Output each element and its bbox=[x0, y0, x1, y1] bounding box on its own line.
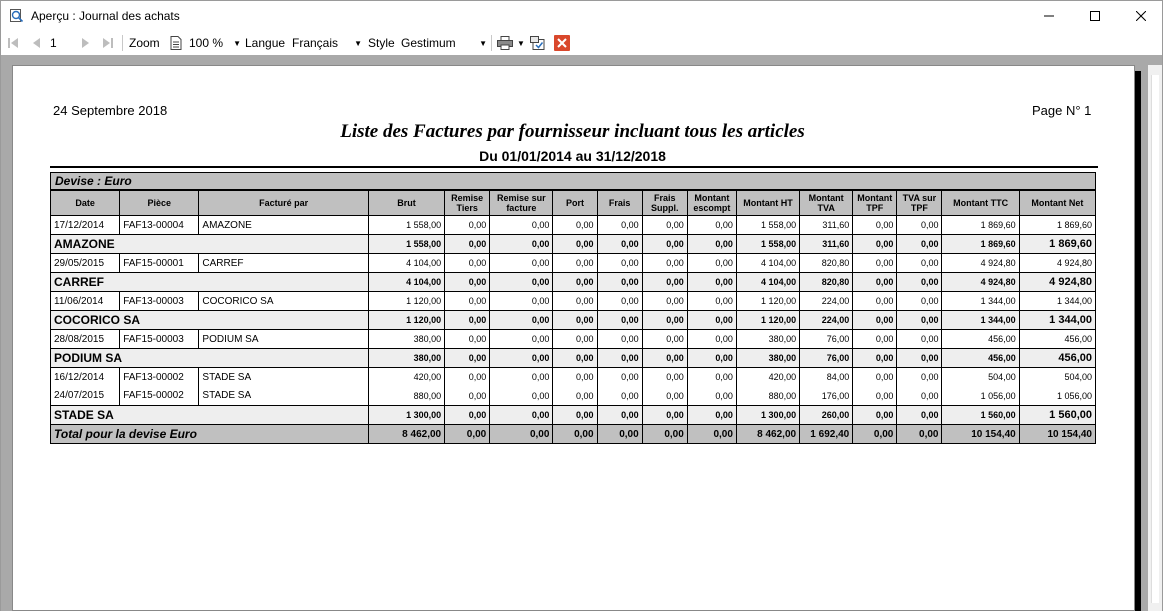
subtotal-cell: 224,00 bbox=[800, 311, 853, 330]
subtotal-cell: 1 300,00 bbox=[736, 406, 799, 425]
table-cell: 0,00 bbox=[853, 292, 897, 311]
column-header: Montant Net bbox=[1019, 191, 1095, 216]
subtotal-cell: 1 120,00 bbox=[736, 311, 799, 330]
total-cell: 0,00 bbox=[490, 425, 553, 444]
table-cell: 0,00 bbox=[553, 330, 597, 349]
currency-total-row bbox=[51, 425, 1096, 444]
subtotal-cell: 1 120,00 bbox=[368, 311, 444, 330]
table-cell: 0,00 bbox=[597, 216, 642, 235]
subtotal-cell: 1 300,00 bbox=[368, 406, 444, 425]
table-cell: 1 120,00 bbox=[368, 292, 444, 311]
table-cell: FAF15-00002 bbox=[120, 387, 199, 406]
subtotal-cell: 1 344,00 bbox=[1019, 311, 1095, 330]
window-title: Aperçu : Journal des achats bbox=[31, 9, 180, 23]
table-cell: FAF15-00001 bbox=[120, 254, 199, 273]
table-cell: 1 120,00 bbox=[736, 292, 799, 311]
table-cell: 1 056,00 bbox=[1019, 387, 1095, 406]
subtotal-cell: 380,00 bbox=[736, 349, 799, 368]
subtotal-cell: 0,00 bbox=[597, 235, 642, 254]
table-cell: 0,00 bbox=[897, 254, 942, 273]
subtotal-cell: 0,00 bbox=[553, 349, 597, 368]
total-cell: 0,00 bbox=[687, 425, 736, 444]
subtotal-cell: 0,00 bbox=[687, 406, 736, 425]
report-subtitle: Du 01/01/2014 au 31/12/2018 bbox=[479, 148, 666, 164]
scrollbar-thumb[interactable] bbox=[1151, 75, 1159, 603]
table-cell: 4 104,00 bbox=[368, 254, 444, 273]
table-cell: 0,00 bbox=[853, 368, 897, 387]
maximize-button[interactable] bbox=[1072, 1, 1118, 31]
subtotal-cell: 380,00 bbox=[368, 349, 444, 368]
subtotal-cell: 820,80 bbox=[800, 273, 853, 292]
table-cell: 0,00 bbox=[490, 387, 553, 406]
table-cell: 4 104,00 bbox=[736, 254, 799, 273]
subtotal-cell: 0,00 bbox=[853, 349, 897, 368]
total-label: Total pour la devise Euro bbox=[51, 425, 369, 444]
subtotal-cell: 0,00 bbox=[642, 311, 687, 330]
table-cell: 0,00 bbox=[445, 216, 490, 235]
subtotal-cell: 0,00 bbox=[897, 349, 942, 368]
table-cell: 0,00 bbox=[853, 330, 897, 349]
table-cell: 0,00 bbox=[553, 292, 597, 311]
table-cell: 1 869,60 bbox=[942, 216, 1019, 235]
first-page-icon[interactable] bbox=[7, 37, 19, 49]
minimize-button[interactable] bbox=[1026, 1, 1072, 31]
table-cell: 0,00 bbox=[642, 387, 687, 406]
table-cell: 0,00 bbox=[553, 368, 597, 387]
supplier-subtotal-row bbox=[51, 311, 1096, 330]
column-header: Date bbox=[51, 191, 120, 216]
table-cell: 0,00 bbox=[490, 368, 553, 387]
table-cell: 0,00 bbox=[687, 254, 736, 273]
subtotal-cell: 0,00 bbox=[490, 311, 553, 330]
table-cell: 456,00 bbox=[942, 330, 1019, 349]
table-cell: 176,00 bbox=[800, 387, 853, 406]
table-cell: 29/05/2015 bbox=[51, 254, 120, 273]
language-select[interactable] bbox=[292, 31, 362, 55]
column-header: Montant TTC bbox=[942, 191, 1019, 216]
table-cell: 0,00 bbox=[597, 330, 642, 349]
subtotal-cell: 4 104,00 bbox=[368, 273, 444, 292]
table-cell: 1 869,60 bbox=[1019, 216, 1095, 235]
table-cell: 0,00 bbox=[897, 216, 942, 235]
table-cell: 76,00 bbox=[800, 330, 853, 349]
supplier-subtotal-row bbox=[51, 406, 1096, 425]
preview-magnifier-icon bbox=[10, 9, 24, 23]
table-cell: 4 924,80 bbox=[942, 254, 1019, 273]
table-cell: 1 558,00 bbox=[736, 216, 799, 235]
report-date: 24 Septembre 2018 bbox=[53, 103, 168, 118]
subtotal-cell: 76,00 bbox=[800, 349, 853, 368]
printer-icon[interactable] bbox=[497, 36, 513, 50]
table-cell: 0,00 bbox=[553, 254, 597, 273]
table-cell: 0,00 bbox=[597, 254, 642, 273]
column-header: Montant TVA bbox=[800, 191, 853, 216]
subtotal-cell: 0,00 bbox=[897, 273, 942, 292]
table-cell: FAF15-00003 bbox=[120, 330, 199, 349]
subtotal-cell: 0,00 bbox=[553, 235, 597, 254]
subtotal-cell: 456,00 bbox=[1019, 349, 1095, 368]
page-number-value: 1 bbox=[50, 36, 57, 50]
subtotal-cell: 0,00 bbox=[490, 235, 553, 254]
subtotal-cell: 1 558,00 bbox=[368, 235, 444, 254]
subtotal-cell: 1 560,00 bbox=[942, 406, 1019, 425]
maximize-icon bbox=[1090, 11, 1100, 21]
subtotal-cell: 1 560,00 bbox=[1019, 406, 1095, 425]
table-cell: 504,00 bbox=[1019, 368, 1095, 387]
table-cell: 1 558,00 bbox=[368, 216, 444, 235]
subtotal-cell: 0,00 bbox=[445, 311, 490, 330]
table-cell: 224,00 bbox=[800, 292, 853, 311]
total-cell: 0,00 bbox=[642, 425, 687, 444]
minimize-icon bbox=[1044, 11, 1054, 21]
invoice-line-row bbox=[51, 387, 1096, 406]
table-cell: PODIUM SA bbox=[199, 330, 368, 349]
last-page-icon[interactable] bbox=[102, 37, 114, 49]
table-cell: 504,00 bbox=[942, 368, 1019, 387]
subtotal-cell: 1 558,00 bbox=[736, 235, 799, 254]
table-cell: 0,00 bbox=[897, 292, 942, 311]
subtotal-cell: 0,00 bbox=[853, 273, 897, 292]
subtotal-cell: 0,00 bbox=[897, 235, 942, 254]
zoom-label: Zoom bbox=[129, 36, 160, 50]
invoice-line-row bbox=[51, 292, 1096, 311]
subtotal-cell: 0,00 bbox=[553, 273, 597, 292]
supplier-subtotal-row bbox=[51, 273, 1096, 292]
subtotal-cell: 0,00 bbox=[490, 349, 553, 368]
column-header: TVA sur TPF bbox=[897, 191, 942, 216]
subtotal-cell: 0,00 bbox=[642, 349, 687, 368]
page-zoom-icon bbox=[170, 36, 182, 50]
column-header: Montant escompt bbox=[687, 191, 736, 216]
table-cell: 0,00 bbox=[445, 387, 490, 406]
total-cell: 10 154,40 bbox=[1019, 425, 1095, 444]
supplier-name: CARREF bbox=[51, 273, 369, 292]
table-cell: 16/12/2014 bbox=[51, 368, 120, 387]
subtotal-cell: 0,00 bbox=[490, 273, 553, 292]
close-button[interactable] bbox=[1118, 1, 1163, 31]
table-cell: 17/12/2014 bbox=[51, 216, 120, 235]
table-cell: 880,00 bbox=[368, 387, 444, 406]
table-cell: 0,00 bbox=[445, 368, 490, 387]
table-cell: 0,00 bbox=[897, 330, 942, 349]
subtotal-cell: 1 869,60 bbox=[1019, 235, 1095, 254]
table-cell: FAF13-00004 bbox=[120, 216, 199, 235]
table-cell: 84,00 bbox=[800, 368, 853, 387]
report-title: Liste des Factures par fournisseur incluant tous les articles bbox=[340, 121, 805, 142]
table-cell: 24/07/2015 bbox=[51, 387, 120, 406]
subtotal-cell: 260,00 bbox=[800, 406, 853, 425]
table-cell: STADE SA bbox=[199, 368, 368, 387]
page-number-input[interactable] bbox=[50, 31, 74, 55]
subtotal-cell: 0,00 bbox=[642, 273, 687, 292]
table-cell: 420,00 bbox=[736, 368, 799, 387]
table-cell: 0,00 bbox=[897, 368, 942, 387]
table-cell: 1 344,00 bbox=[942, 292, 1019, 311]
total-cell: 10 154,40 bbox=[942, 425, 1019, 444]
language-label: Langue bbox=[245, 36, 286, 50]
supplier-subtotal-row bbox=[51, 349, 1096, 368]
title-bar bbox=[1, 1, 1162, 31]
table-cell: 0,00 bbox=[642, 216, 687, 235]
total-cell: 8 462,00 bbox=[368, 425, 444, 444]
supplier-name: AMAZONE bbox=[51, 235, 369, 254]
table-cell: 0,00 bbox=[490, 216, 553, 235]
subtotal-cell: 4 104,00 bbox=[736, 273, 799, 292]
next-page-icon[interactable] bbox=[79, 37, 91, 49]
table-cell: 880,00 bbox=[736, 387, 799, 406]
subtotal-cell: 0,00 bbox=[853, 235, 897, 254]
column-header: Montant TPF bbox=[853, 191, 897, 216]
invoice-table bbox=[50, 190, 1096, 444]
subtotal-cell: 0,00 bbox=[897, 311, 942, 330]
previous-page-icon[interactable] bbox=[31, 37, 43, 49]
table-cell: 0,00 bbox=[445, 330, 490, 349]
table-cell: 1 056,00 bbox=[942, 387, 1019, 406]
table-cell: 0,00 bbox=[687, 330, 736, 349]
close-icon bbox=[1136, 11, 1146, 21]
subtotal-cell: 0,00 bbox=[853, 406, 897, 425]
table-cell: FAF13-00002 bbox=[120, 368, 199, 387]
subtotal-cell: 0,00 bbox=[687, 311, 736, 330]
table-cell: 0,00 bbox=[490, 292, 553, 311]
supplier-subtotal-row bbox=[51, 235, 1096, 254]
style-label: Style bbox=[368, 36, 395, 50]
table-header-row bbox=[51, 191, 1096, 216]
table-cell: 0,00 bbox=[597, 387, 642, 406]
table-cell: 456,00 bbox=[1019, 330, 1095, 349]
invoice-line-row bbox=[51, 368, 1096, 387]
subtotal-cell: 0,00 bbox=[445, 273, 490, 292]
table-cell: 0,00 bbox=[553, 216, 597, 235]
language-value: Français bbox=[292, 36, 339, 50]
subtotal-cell: 0,00 bbox=[597, 406, 642, 425]
table-cell: STADE SA bbox=[199, 387, 368, 406]
subtotal-cell: 0,00 bbox=[445, 349, 490, 368]
table-cell: 0,00 bbox=[687, 387, 736, 406]
total-cell: 0,00 bbox=[445, 425, 490, 444]
table-cell: 0,00 bbox=[445, 254, 490, 273]
table-cell: 0,00 bbox=[642, 330, 687, 349]
column-header: Frais bbox=[597, 191, 642, 216]
column-header: Port bbox=[553, 191, 597, 216]
subtotal-cell: 0,00 bbox=[597, 349, 642, 368]
report-page-number: Page N° 1 bbox=[1032, 103, 1092, 118]
supplier-name: PODIUM SA bbox=[51, 349, 369, 368]
table-cell: FAF13-00003 bbox=[120, 292, 199, 311]
invoice-line-row bbox=[51, 216, 1096, 235]
supplier-name: STADE SA bbox=[51, 406, 369, 425]
subtotal-cell: 4 924,80 bbox=[942, 273, 1019, 292]
supplier-name: COCORICO SA bbox=[51, 311, 369, 330]
table-cell: AMAZONE bbox=[199, 216, 368, 235]
subtotal-cell: 0,00 bbox=[553, 311, 597, 330]
subtotal-cell: 0,00 bbox=[490, 406, 553, 425]
table-cell: 1 344,00 bbox=[1019, 292, 1095, 311]
column-header: Brut bbox=[368, 191, 444, 216]
subtotal-cell: 0,00 bbox=[853, 311, 897, 330]
table-cell: 0,00 bbox=[853, 387, 897, 406]
subtotal-cell: 0,00 bbox=[445, 235, 490, 254]
toolbar bbox=[1, 31, 1162, 55]
table-cell: 0,00 bbox=[553, 387, 597, 406]
export-icon[interactable] bbox=[530, 36, 546, 50]
subtotal-cell: 0,00 bbox=[553, 406, 597, 425]
column-header: Frais Suppl. bbox=[642, 191, 687, 216]
subtotal-cell: 0,00 bbox=[597, 273, 642, 292]
table-cell: 380,00 bbox=[736, 330, 799, 349]
total-cell: 0,00 bbox=[897, 425, 942, 444]
table-cell: 0,00 bbox=[853, 254, 897, 273]
table-cell: 0,00 bbox=[687, 216, 736, 235]
subtotal-cell: 1 869,60 bbox=[942, 235, 1019, 254]
total-cell: 1 692,40 bbox=[800, 425, 853, 444]
subtotal-cell: 0,00 bbox=[687, 349, 736, 368]
invoice-line-row bbox=[51, 330, 1096, 349]
table-cell: 311,60 bbox=[800, 216, 853, 235]
total-cell: 0,00 bbox=[597, 425, 642, 444]
column-header: Montant HT bbox=[736, 191, 799, 216]
subtotal-cell: 0,00 bbox=[687, 235, 736, 254]
table-cell: 0,00 bbox=[445, 292, 490, 311]
table-cell: 0,00 bbox=[642, 292, 687, 311]
table-cell: 0,00 bbox=[597, 368, 642, 387]
total-cell: 0,00 bbox=[553, 425, 597, 444]
table-cell: 4 924,80 bbox=[1019, 254, 1095, 273]
print-dropdown-icon[interactable]: ▼ bbox=[517, 38, 525, 48]
total-cell: 8 462,00 bbox=[736, 425, 799, 444]
title-rule bbox=[50, 166, 1098, 168]
table-cell: 11/06/2014 bbox=[51, 292, 120, 311]
column-header: Pièce bbox=[120, 191, 199, 216]
zoom-select[interactable] bbox=[189, 31, 241, 55]
table-cell: 380,00 bbox=[368, 330, 444, 349]
close-preview-icon[interactable] bbox=[554, 35, 570, 51]
zoom-value: 100 % bbox=[189, 36, 224, 50]
subtotal-cell: 0,00 bbox=[642, 235, 687, 254]
table-cell: 0,00 bbox=[597, 292, 642, 311]
table-cell: 0,00 bbox=[853, 216, 897, 235]
table-cell: COCORICO SA bbox=[199, 292, 368, 311]
style-value: Gestimum bbox=[401, 36, 456, 50]
table-cell: 820,80 bbox=[800, 254, 853, 273]
subtotal-cell: 456,00 bbox=[942, 349, 1019, 368]
table-cell: 0,00 bbox=[897, 387, 942, 406]
chevron-down-icon: ▼ bbox=[354, 38, 362, 48]
subtotal-cell: 0,00 bbox=[597, 311, 642, 330]
table-cell: 0,00 bbox=[642, 368, 687, 387]
table-cell: CARREF bbox=[199, 254, 368, 273]
table-cell: 0,00 bbox=[687, 368, 736, 387]
subtotal-cell: 0,00 bbox=[897, 406, 942, 425]
invoice-line-row bbox=[51, 254, 1096, 273]
table-cell: 0,00 bbox=[687, 292, 736, 311]
currency-header: Devise : Euro bbox=[50, 172, 1096, 190]
subtotal-cell: 1 344,00 bbox=[942, 311, 1019, 330]
chevron-down-icon: ▼ bbox=[479, 38, 487, 48]
chevron-down-icon: ▼ bbox=[233, 38, 241, 48]
column-header: Remise sur facture bbox=[490, 191, 553, 216]
table-cell: 420,00 bbox=[368, 368, 444, 387]
table-cell: 0,00 bbox=[490, 254, 553, 273]
table-cell: 0,00 bbox=[490, 330, 553, 349]
subtotal-cell: 4 924,80 bbox=[1019, 273, 1095, 292]
table-cell: 28/08/2015 bbox=[51, 330, 120, 349]
subtotal-cell: 0,00 bbox=[687, 273, 736, 292]
subtotal-cell: 0,00 bbox=[642, 406, 687, 425]
column-header: Remise Tiers bbox=[445, 191, 490, 216]
total-cell: 0,00 bbox=[853, 425, 897, 444]
table-cell: 0,00 bbox=[642, 254, 687, 273]
subtotal-cell: 311,60 bbox=[800, 235, 853, 254]
column-header: Facturé par bbox=[199, 191, 368, 216]
style-select[interactable] bbox=[401, 31, 487, 55]
subtotal-cell: 0,00 bbox=[445, 406, 490, 425]
